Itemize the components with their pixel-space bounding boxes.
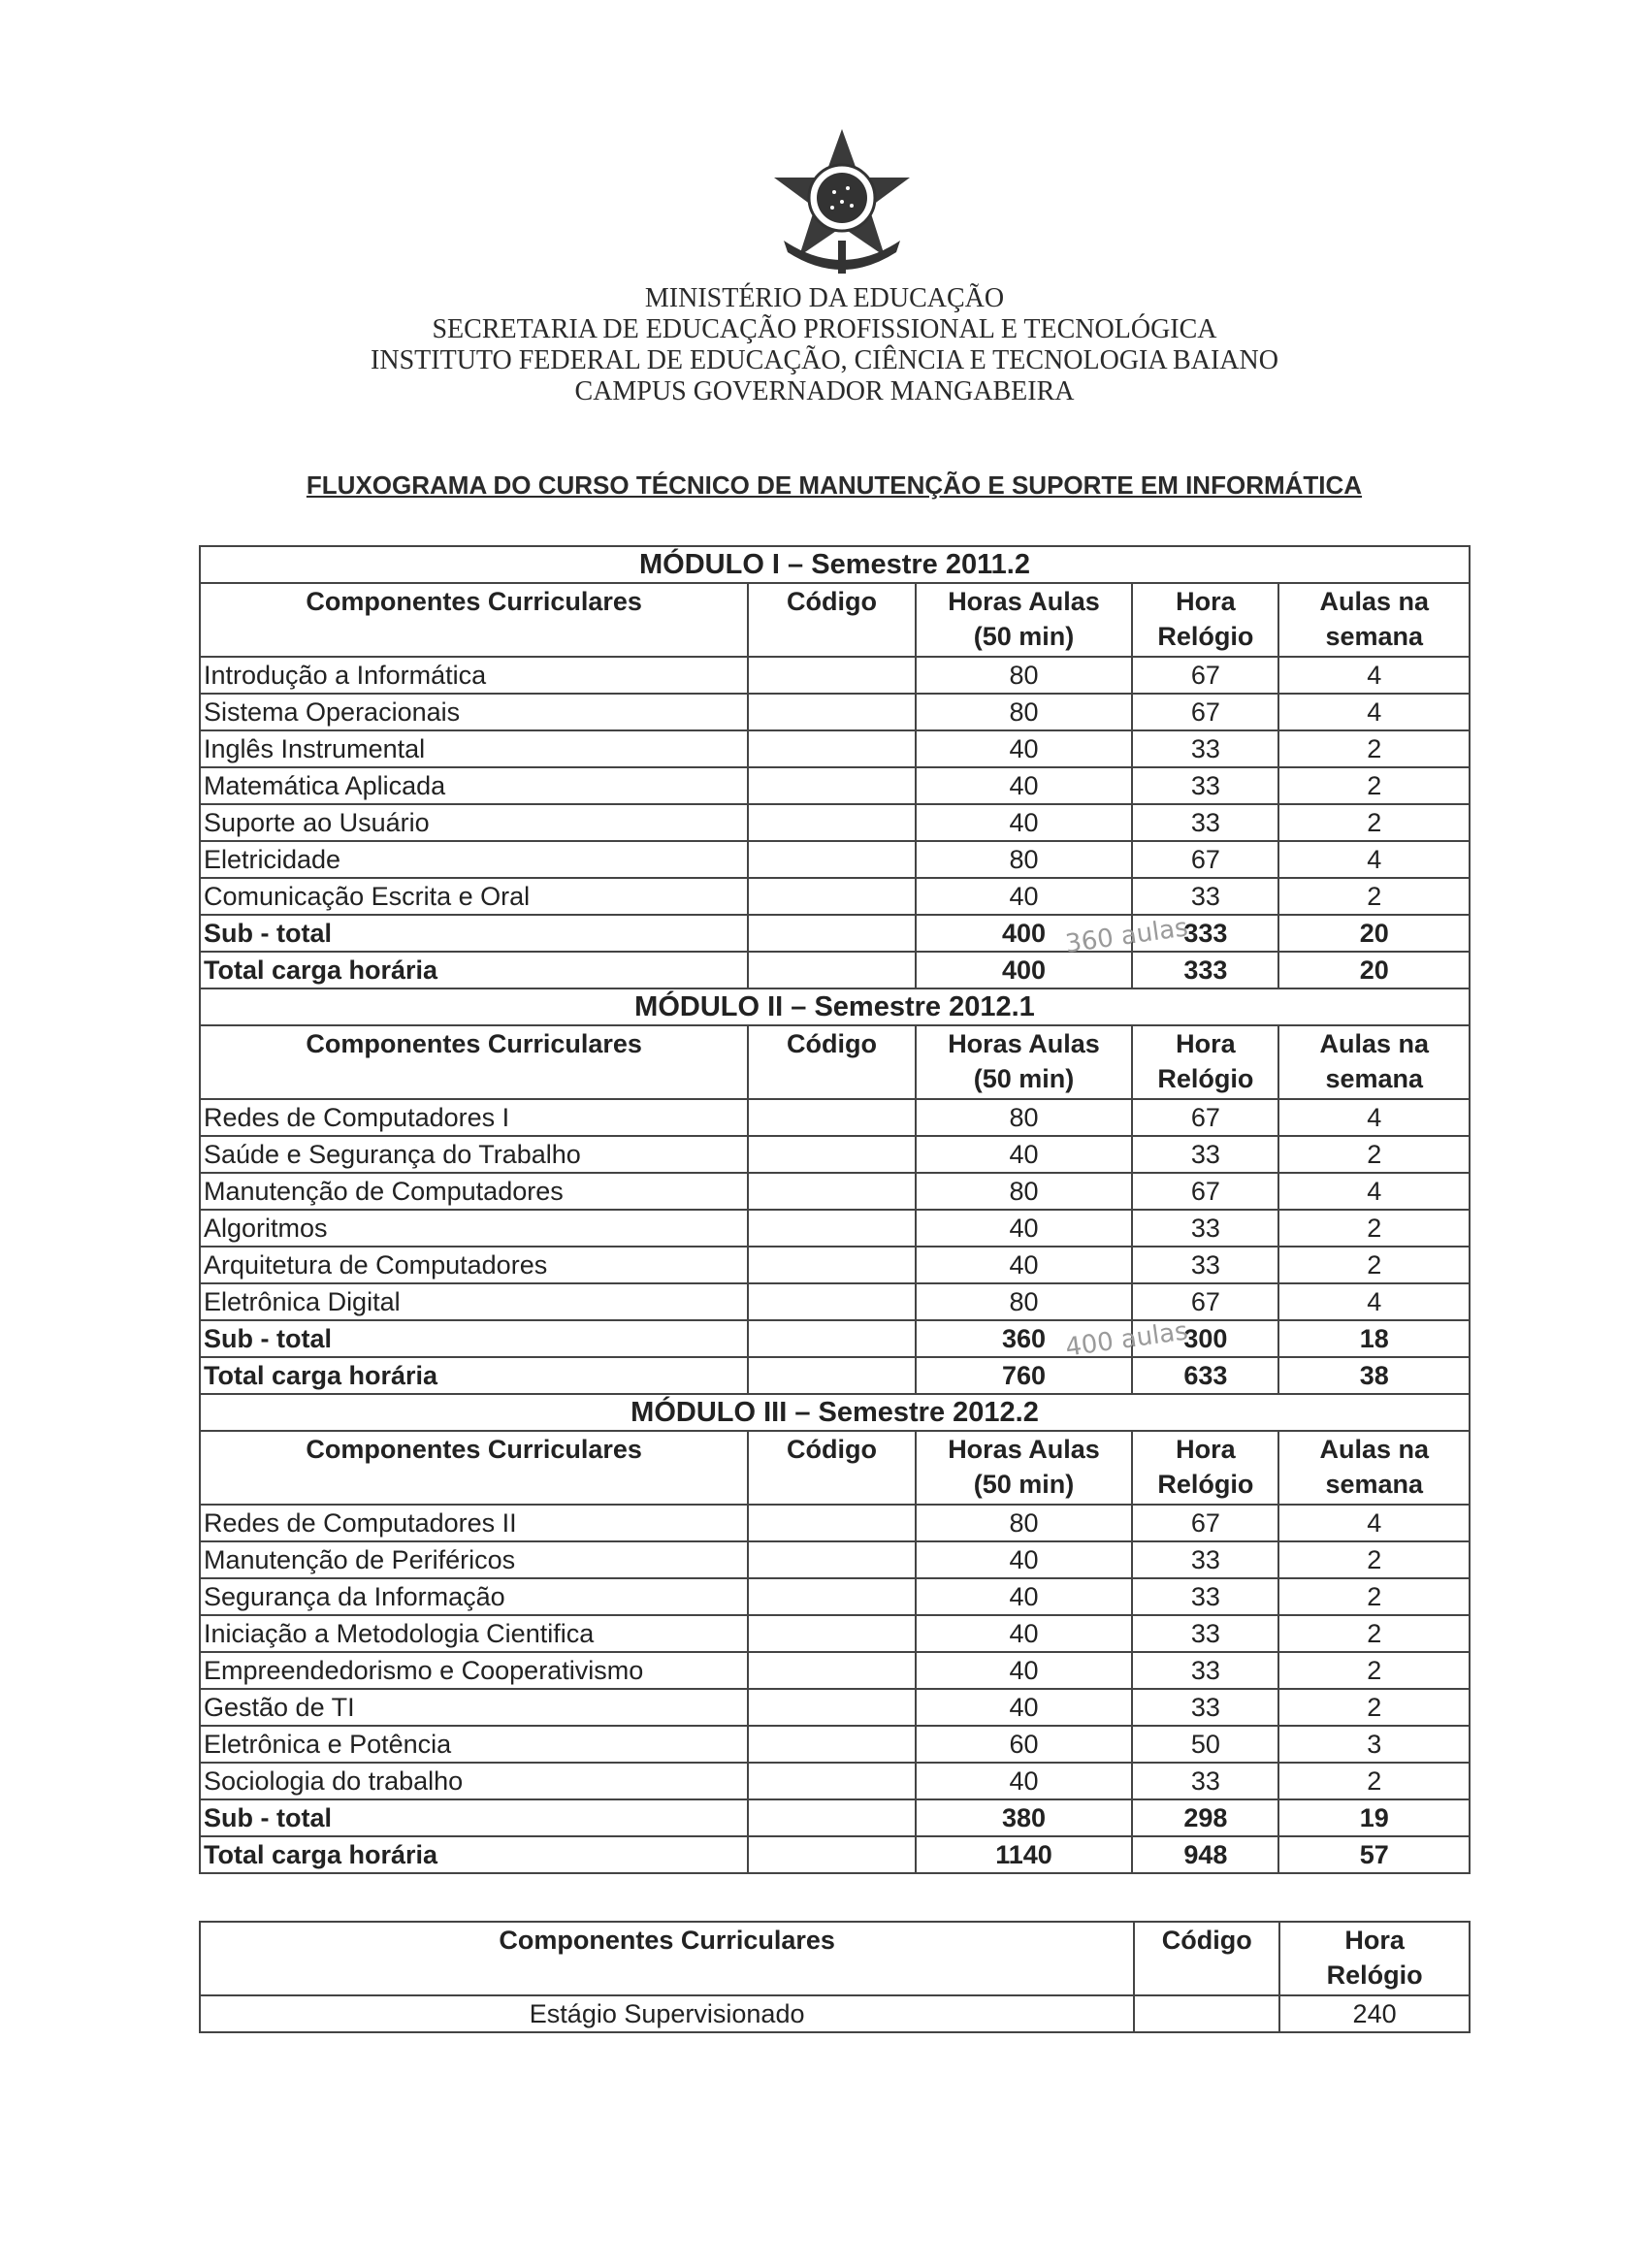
weekly-classes: 4 — [1278, 1099, 1470, 1136]
table-row — [200, 1652, 1470, 1689]
class-hours: 40 — [916, 1541, 1133, 1578]
clock-hours: 67 — [1132, 1505, 1278, 1541]
weekly-classes: 4 — [1278, 657, 1470, 694]
header-line-campus: CAMPUS GOVERNADOR MANGABEIRA — [574, 376, 1075, 406]
component-name: Iniciação a Metodologia Cientifica — [200, 1615, 748, 1652]
clock-hours: 33 — [1132, 767, 1278, 804]
header-class-hours: Horas Aulas (50 min) — [916, 1431, 1133, 1505]
column-header-row — [200, 583, 1470, 657]
subtotal-row-code — [748, 915, 915, 952]
class-hours: 40 — [916, 1578, 1133, 1615]
clock-hours: 33 — [1132, 1689, 1278, 1726]
component-code — [748, 1099, 915, 1136]
total-row-clock-hours: 633 — [1132, 1357, 1278, 1394]
component-code — [748, 730, 915, 767]
clock-hours: 67 — [1132, 657, 1278, 694]
component-name: Saúde e Segurança do Trabalho — [200, 1136, 748, 1173]
internship-header-row — [200, 1922, 1470, 1995]
weekly-classes: 2 — [1278, 767, 1470, 804]
institution-header — [0, 283, 1649, 407]
weekly-classes: 4 — [1278, 841, 1470, 878]
subtotal-row-code — [748, 1320, 915, 1357]
header-clock-hours: Hora Relógio — [1132, 1431, 1278, 1505]
module-title-row — [200, 546, 1470, 583]
header-clock-hours: Hora Relógio — [1132, 1025, 1278, 1099]
component-name: Introdução a Informática — [200, 657, 748, 694]
table-row — [200, 1726, 1470, 1763]
weekly-classes: 2 — [1278, 804, 1470, 841]
header-weekly-classes: Aulas na semana — [1278, 1431, 1470, 1505]
class-hours: 40 — [916, 1763, 1133, 1799]
subtotal-row-code — [748, 1799, 915, 1836]
subtotal-row-class-hours: 360 — [916, 1320, 1133, 1357]
component-name: Manutenção de Periféricos — [200, 1541, 748, 1578]
component-code — [748, 841, 915, 878]
component-code — [748, 1578, 915, 1615]
header-line-ministry: MINISTÉRIO DA EDUCAÇÃO — [644, 283, 1005, 313]
component-code — [748, 1689, 915, 1726]
component-code — [748, 1726, 915, 1763]
component-name: Sistema Operacionais — [200, 694, 748, 730]
weekly-classes: 4 — [1278, 1505, 1470, 1541]
component-name: Sociologia do trabalho — [200, 1763, 748, 1799]
weekly-classes: 4 — [1278, 1173, 1470, 1210]
total-row — [200, 1836, 1470, 1873]
component-name: Redes de Computadores I — [200, 1099, 748, 1136]
weekly-classes: 4 — [1278, 1283, 1470, 1320]
component-code — [748, 694, 915, 730]
component-name: Manutenção de Computadores — [200, 1173, 748, 1210]
weekly-classes: 2 — [1278, 730, 1470, 767]
total-row-clock-hours: 948 — [1132, 1836, 1278, 1873]
clock-hours: 67 — [1132, 841, 1278, 878]
internship-clock: 240 — [1279, 1995, 1470, 2032]
subtotal-row — [200, 1320, 1470, 1357]
total-row-label: Total carga horária — [200, 952, 748, 988]
clock-hours: 33 — [1132, 1578, 1278, 1615]
total-row-code — [748, 952, 915, 988]
class-hours: 80 — [916, 1505, 1133, 1541]
weekly-classes: 2 — [1278, 1615, 1470, 1652]
total-row-clock-hours: 333 — [1132, 952, 1278, 988]
component-name: Redes de Computadores II — [200, 1505, 748, 1541]
component-code — [748, 1763, 915, 1799]
component-name: Suporte ao Usuário — [200, 804, 748, 841]
weekly-classes: 4 — [1278, 694, 1470, 730]
header-code: Código — [748, 583, 915, 657]
weekly-classes: 2 — [1278, 1541, 1470, 1578]
component-code — [748, 878, 915, 915]
header-weekly-classes: Aulas na semana — [1278, 583, 1470, 657]
table-row — [200, 767, 1470, 804]
component-code — [748, 1247, 915, 1283]
subtotal-row-clock-hours: 300 — [1132, 1320, 1278, 1357]
total-row-weekly-classes: 38 — [1278, 1357, 1470, 1394]
weekly-classes: 2 — [1278, 1652, 1470, 1689]
header-weekly-classes: Aulas na semana — [1278, 1025, 1470, 1099]
total-row-code — [748, 1836, 915, 1873]
module-title: MÓDULO I – Semestre 2011.2 — [200, 546, 1470, 583]
table-row — [200, 657, 1470, 694]
module-title: MÓDULO III – Semestre 2012.2 — [200, 1394, 1470, 1431]
component-name: Arquitetura de Computadores — [200, 1247, 748, 1283]
clock-hours: 33 — [1132, 804, 1278, 841]
handwritten-note-module-1: 360 aulas — [1063, 913, 1190, 959]
component-code — [748, 1505, 915, 1541]
component-code — [748, 804, 915, 841]
class-hours: 40 — [916, 1136, 1133, 1173]
class-hours: 40 — [916, 1210, 1133, 1247]
subtotal-row — [200, 915, 1470, 952]
curriculum-table — [199, 545, 1471, 1874]
component-name: Inglês Instrumental — [200, 730, 748, 767]
clock-hours: 33 — [1132, 1210, 1278, 1247]
component-name: Empreendedorismo e Cooperativismo — [200, 1652, 748, 1689]
component-name: Eletricidade — [200, 841, 748, 878]
header-class-hours: Horas Aulas (50 min) — [916, 583, 1133, 657]
total-row-code — [748, 1357, 915, 1394]
component-code — [748, 1136, 915, 1173]
table-row — [200, 730, 1470, 767]
subtotal-row-class-hours: 380 — [916, 1799, 1133, 1836]
component-name: Segurança da Informação — [200, 1578, 748, 1615]
subtotal-row-label: Sub - total — [200, 1799, 748, 1836]
subtotal-row-weekly-classes: 18 — [1278, 1320, 1470, 1357]
total-row-label: Total carga horária — [200, 1836, 748, 1873]
column-header-row — [200, 1431, 1470, 1505]
class-hours: 40 — [916, 1689, 1133, 1726]
component-code — [748, 1210, 915, 1247]
clock-hours: 33 — [1132, 1615, 1278, 1652]
total-row-class-hours: 1140 — [916, 1836, 1133, 1873]
class-hours: 40 — [916, 878, 1133, 915]
document-title: FLUXOGRAMA DO CURSO TÉCNICO DE MANUTENÇÃO E SUPORTE EM INFORMÁTICA — [306, 470, 1363, 500]
component-name: Eletrônica Digital — [200, 1283, 748, 1320]
subtotal-row-label: Sub - total — [200, 915, 748, 952]
header-code: Código — [748, 1431, 915, 1505]
column-header-row — [200, 1025, 1470, 1099]
component-name: Gestão de TI — [200, 1689, 748, 1726]
clock-hours: 33 — [1132, 1136, 1278, 1173]
internship-table — [199, 1921, 1471, 2033]
component-code — [748, 767, 915, 804]
table-row — [200, 1099, 1470, 1136]
internship-header-name: Componentes Curriculares — [200, 1922, 1134, 1995]
subtotal-row-weekly-classes: 19 — [1278, 1799, 1470, 1836]
module-title-row — [200, 988, 1470, 1025]
clock-hours: 33 — [1132, 1541, 1278, 1578]
class-hours: 40 — [916, 730, 1133, 767]
class-hours: 40 — [916, 1247, 1133, 1283]
weekly-classes: 3 — [1278, 1726, 1470, 1763]
weekly-classes: 2 — [1278, 1689, 1470, 1726]
class-hours: 80 — [916, 694, 1133, 730]
subtotal-row-clock-hours: 333 — [1132, 915, 1278, 952]
header-clock-hours: Hora Relógio — [1132, 583, 1278, 657]
brazil-coat-of-arms-icon — [764, 124, 920, 279]
table-row — [200, 1136, 1470, 1173]
table-row — [200, 1689, 1470, 1726]
handwritten-note-module-2: 400 aulas — [1063, 1316, 1190, 1363]
module-title: MÓDULO II – Semestre 2012.1 — [200, 988, 1470, 1025]
total-row-class-hours: 760 — [916, 1357, 1133, 1394]
internship-row — [200, 1995, 1470, 2032]
table-row — [200, 694, 1470, 730]
clock-hours: 33 — [1132, 878, 1278, 915]
total-row — [200, 952, 1470, 988]
header-line-institute: INSTITUTO FEDERAL DE EDUCAÇÃO, CIÊNCIA E TECNOLOGIA BAIANO — [371, 345, 1278, 375]
table-row — [200, 1505, 1470, 1541]
module-title-row — [200, 1394, 1470, 1431]
weekly-classes: 2 — [1278, 1578, 1470, 1615]
weekly-classes: 2 — [1278, 878, 1470, 915]
internship-code — [1134, 1995, 1279, 2032]
total-row-class-hours: 400 — [916, 952, 1133, 988]
class-hours: 80 — [916, 657, 1133, 694]
component-code — [748, 1615, 915, 1652]
table-row — [200, 1173, 1470, 1210]
total-row-weekly-classes: 57 — [1278, 1836, 1470, 1873]
weekly-classes: 2 — [1278, 1763, 1470, 1799]
weekly-classes: 2 — [1278, 1210, 1470, 1247]
subtotal-row-class-hours: 400 — [916, 915, 1133, 952]
weekly-classes: 2 — [1278, 1136, 1470, 1173]
class-hours: 40 — [916, 1652, 1133, 1689]
header-line-secretariat: SECRETARIA DE EDUCAÇÃO PROFISSIONAL E TECNOLÓGICA — [432, 314, 1217, 344]
component-name: Comunicação Escrita e Oral — [200, 878, 748, 915]
clock-hours: 50 — [1132, 1726, 1278, 1763]
clock-hours: 67 — [1132, 694, 1278, 730]
header-class-hours: Horas Aulas (50 min) — [916, 1025, 1133, 1099]
weekly-classes: 2 — [1278, 1247, 1470, 1283]
internship-header-clock: Hora Relógio — [1279, 1922, 1470, 1995]
table-row — [200, 1763, 1470, 1799]
table-row — [200, 1615, 1470, 1652]
table-row — [200, 841, 1470, 878]
clock-hours: 33 — [1132, 730, 1278, 767]
component-name: Algoritmos — [200, 1210, 748, 1247]
internship-header-code: Código — [1134, 1922, 1279, 1995]
subtotal-row-label: Sub - total — [200, 1320, 748, 1357]
class-hours: 40 — [916, 804, 1133, 841]
clock-hours: 67 — [1132, 1099, 1278, 1136]
subtotal-row-weekly-classes: 20 — [1278, 915, 1470, 952]
table-row — [200, 804, 1470, 841]
class-hours: 80 — [916, 1283, 1133, 1320]
table-row — [200, 1541, 1470, 1578]
internship-name: Estágio Supervisionado — [200, 1995, 1134, 2032]
class-hours: 60 — [916, 1726, 1133, 1763]
component-code — [748, 1283, 915, 1320]
class-hours: 80 — [916, 1099, 1133, 1136]
clock-hours: 67 — [1132, 1173, 1278, 1210]
total-row-weekly-classes: 20 — [1278, 952, 1470, 988]
class-hours: 80 — [916, 841, 1133, 878]
component-code — [748, 1652, 915, 1689]
clock-hours: 33 — [1132, 1652, 1278, 1689]
header-components: Componentes Curriculares — [200, 1025, 748, 1099]
header-code: Código — [748, 1025, 915, 1099]
component-code — [748, 657, 915, 694]
table-row — [200, 1578, 1470, 1615]
clock-hours: 33 — [1132, 1247, 1278, 1283]
table-row — [200, 1247, 1470, 1283]
class-hours: 40 — [916, 1615, 1133, 1652]
class-hours: 80 — [916, 1173, 1133, 1210]
class-hours: 40 — [916, 767, 1133, 804]
table-row — [200, 1283, 1470, 1320]
component-code — [748, 1541, 915, 1578]
component-name: Eletrônica e Potência — [200, 1726, 748, 1763]
total-row-label: Total carga horária — [200, 1357, 748, 1394]
subtotal-row — [200, 1799, 1470, 1836]
header-components: Componentes Curriculares — [200, 583, 748, 657]
clock-hours: 67 — [1132, 1283, 1278, 1320]
component-code — [748, 1173, 915, 1210]
table-row — [200, 878, 1470, 915]
component-name: Matemática Aplicada — [200, 767, 748, 804]
clock-hours: 33 — [1132, 1763, 1278, 1799]
total-row — [200, 1357, 1470, 1394]
subtotal-row-clock-hours: 298 — [1132, 1799, 1278, 1836]
table-row — [200, 1210, 1470, 1247]
header-components: Componentes Curriculares — [200, 1431, 748, 1505]
